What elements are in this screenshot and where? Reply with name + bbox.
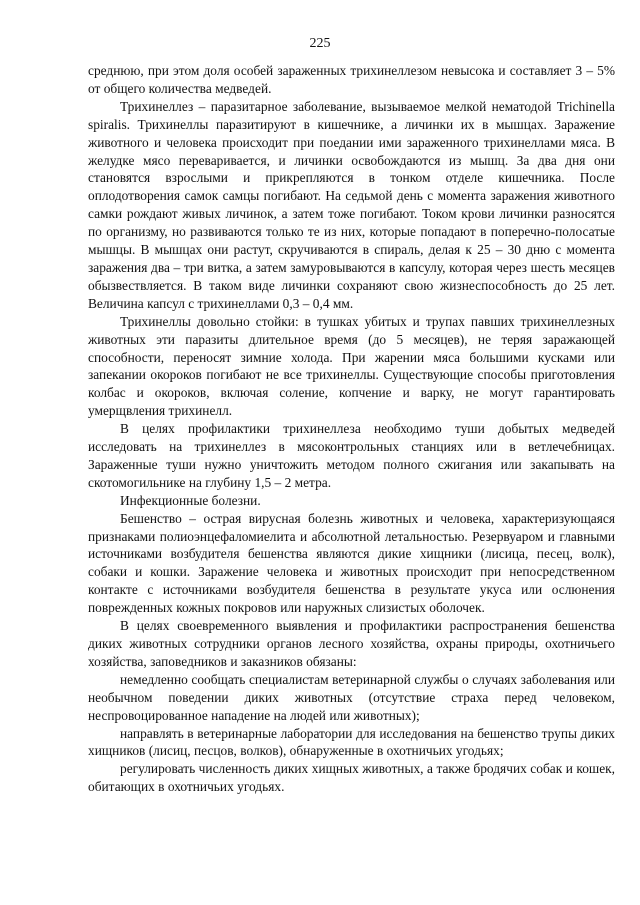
body-text: [88, 62, 615, 796]
paragraph-trichinosis-definition: Трихинеллез – паразитарное заболевание, вызываемое мелкой нематодой Trichinella spiralis. Трихинеллы паразитируют в кишечнике, а личинки их в мышцах. Заражение животного и человека происходит при поедании ими зараженного трихинеллами мяса. В желудке мясо переваривается, и личинки освобождаются из мышц. За два дня они становятся взрослыми и прикрепляются в тонком отделе кишечника. После оплодотворения самок самцы погибают. На седьмой день с момента заражения животного самки рождают живых личинок, а затем тоже погибают. Током крови личинки разносятся по организму, но развиваются только те из них, которые попадают в поперечно-полосатые мышцы. В мышцах они растут, скручиваются в спираль, делая к 25 – 30 дню с момента заражения два – три витка, а затем замуровываются в капсулу, которая через шесть месяцев обызвествляется. В таком виде личинки сохраняют свою жизнеспособность до 25 лет. Величина капсул с трихинеллами 0,3 – 0,4 мм.: [88, 98, 615, 311]
paragraph-rabies-obligations: В целях своевременного выявления и профилактики распространения бешенства диких животных сотрудники органов лесного хозяйства, охраны природы, охотничьего хозяйства, заповедников и заказников обязаны:: [88, 618, 615, 669]
paragraph-bear-infection-rate: среднюю, при этом доля особей зараженных трихинеллезом невысока и составляет 3 – 5% от общего количества медведей.: [88, 63, 615, 96]
paragraph-rabies-definition: Бешенство – острая вирусная болезнь животных и человека, характеризующаяся признаками полиоэнцефаломиелита и абсолютной летальностью. Резервуаром и главными источниками возбудителя бешенства являются дикие хищники (лисица, песец, волк), собаки и кошки. Заражение человека и животных происходит при непосредственном контакте с источниками возбудителя бешенства в результате укуса или ослюнения поврежденных кожных покровов или наружных слизистых оболочек.: [88, 510, 615, 616]
page-number: 225: [309, 36, 331, 51]
list-item-report-cases: немедленно сообщать специалистам ветеринарной службы о случаях заболевания или необычном поведении диких животных (отсутствие страха перед человеком, неспровоцированное нападение на людей или животных);: [88, 671, 615, 723]
section-heading-infectious-diseases: Инфекционные болезни.: [120, 492, 261, 508]
paragraph-trichinosis-prevention: В целях профилактики трихинеллеза необходимо туши добытых медведей исследовать на трихинеллез в мясоконтрольных станциях или в ветлечебницах. Зараженные туши нужно уничтожить методом полного сжигания или закапывать на скотомогильнике на глубину 1,5 – 2 метра.: [88, 421, 615, 490]
list-item-send-carcasses: направлять в ветеринарные лаборатории для исследования на бешенство трупы диких хищников (лисиц, песцов, волков), обнаруженные в охотничьих угодьях;: [88, 725, 615, 759]
list-item-regulate-population: регулировать численность диких хищных животных, а также бродячих собак и кошек, обитающих в охотничьих угодьях.: [88, 761, 615, 795]
paragraph-trichinella-resistance: Трихинеллы довольно стойки: в тушках убитых и трупах павших трихинеллезных животных эти паразиты длительное время (до 5 месяцев), не теряя заражающей способности, переносят зимние холода. При жарении мяса большими кусками или запекании окороков погибают не все трихинеллы. Существующие способы приготовления колбас и окороков, включая соление, копчение и варку, не могут гарантировать умерщвления трихинелл.: [88, 313, 615, 419]
